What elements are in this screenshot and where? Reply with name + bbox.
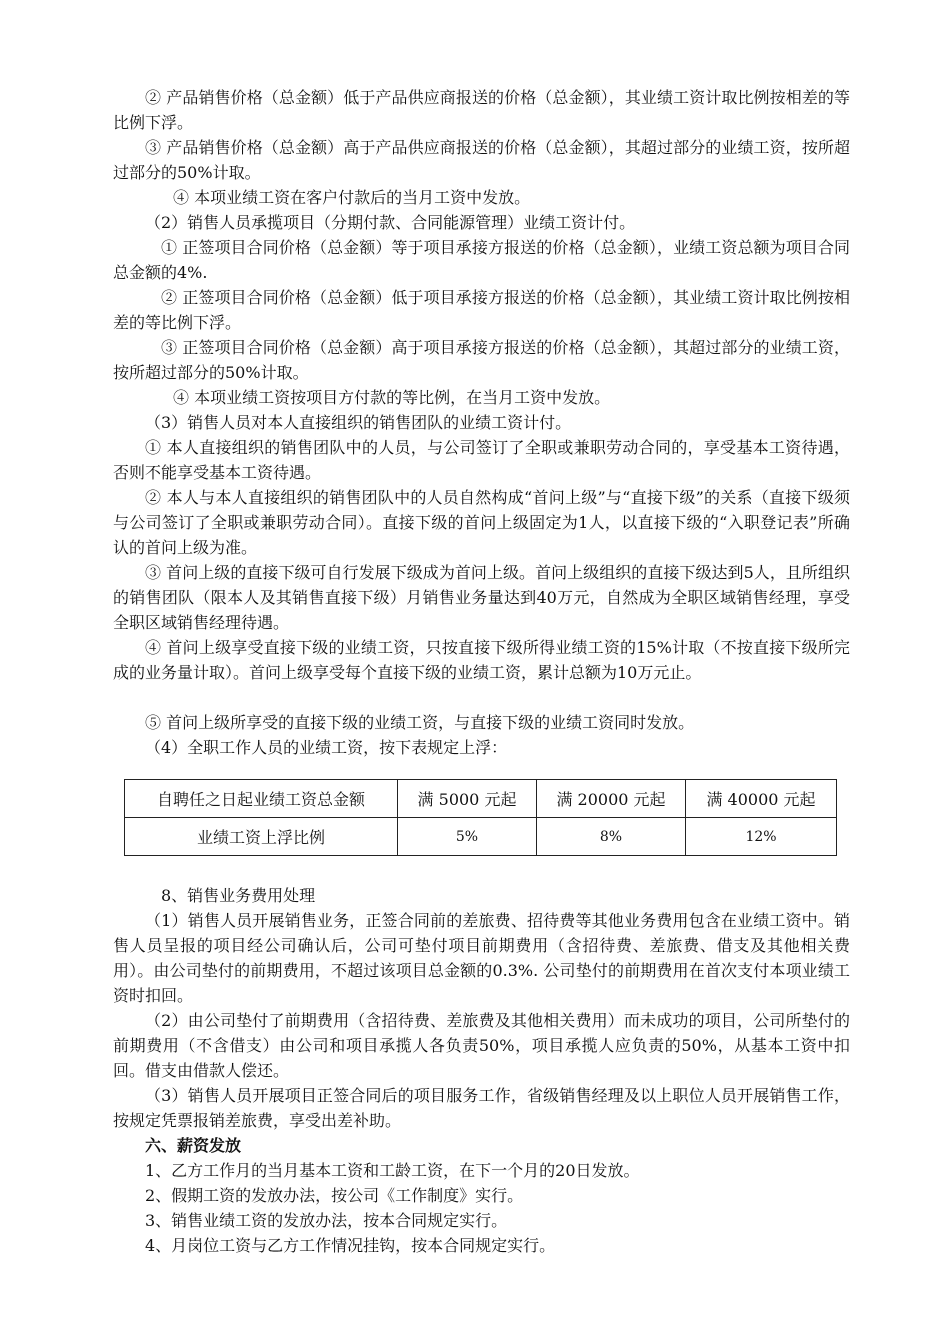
table-cell: 满 40000 元起 xyxy=(686,780,837,818)
paragraph: （4）全职工作人员的业绩工资，按下表规定上浮： xyxy=(145,738,508,757)
paragraph: ③ 产品销售价格（总金额）高于产品供应商报送的价格（总金额），其超过部分的业绩工资，按所超过部分的50%计取。 xyxy=(113,138,850,182)
table-row xyxy=(125,818,837,856)
paragraph: 3、销售业绩工资的发放办法，按本合同规定实行。 xyxy=(145,1211,508,1230)
table-cell: 5% xyxy=(398,818,537,856)
table-cell: 业绩工资上浮比例 xyxy=(125,818,398,856)
paragraph: ③ 首问上级的直接下级可自行发展下级成为首问上级。首问上级组织的直接下级达到5人，且所组织的销售团队（限本人及其销售直接下级）月销售业务量达到40万元，自然成为全职区域销售经理，享受全职区域销售经理待遇。 xyxy=(113,563,850,632)
paragraph: ④ 本项业绩工资按项目方付款的等比例，在当月工资中发放。 xyxy=(173,388,611,407)
paragraph: ② 本人与本人直接组织的销售团队中的人员自然构成“首问上级”与“直接下级”的关系（直接下级须与公司签订了全职或兼职劳动合同）。直接下级的首问上级固定为1人，以直接下级的“入职登记表”所确认的首问上级为准。 xyxy=(113,488,850,557)
paragraph: 2、假期工资的发放办法，按公司《工作制度》实行。 xyxy=(145,1186,524,1205)
paragraph: （2）由公司垫付了前期费用（含招待费、差旅费及其他相关费用）而未成功的项目，公司所垫付的前期费用（不含借支）由公司和项目承揽人各负责50%，项目承揽人应负责的50%，从基本工资中扣回。借支由借款人偿还。 xyxy=(113,1011,850,1080)
paragraph: （2）销售人员承揽项目（分期付款、合同能源管理）业绩工资计付。 xyxy=(145,213,636,232)
section-heading: 六、薪资发放 xyxy=(145,1136,242,1155)
paragraph: ③ 正签项目合同价格（总金额）高于项目承接方报送的价格（总金额），其超过部分的业绩工资，按所超过部分的50%计取。 xyxy=(113,338,850,382)
paragraph: ⑤ 首问上级所享受的直接下级的业绩工资，与直接下级的业绩工资同时发放。 xyxy=(145,713,695,732)
paragraph: ④ 本项业绩工资在客户付款后的当月工资中发放。 xyxy=(173,188,531,207)
section-heading: 8、销售业务费用处理 xyxy=(161,886,316,905)
paragraph: ② 产品销售价格（总金额）低于产品供应商报送的价格（总金额），其业绩工资计取比例按相差的等比例下浮。 xyxy=(113,88,850,132)
paragraph: ② 正签项目合同价格（总金额）低于项目承接方报送的价格（总金额），其业绩工资计取比例按相差的等比例下浮。 xyxy=(113,288,850,332)
table-cell: 自聘任之日起业绩工资总金额 xyxy=(125,780,398,818)
table-cell: 满 20000 元起 xyxy=(537,780,686,818)
bonus-rate-table xyxy=(124,779,837,856)
paragraph: （3）销售人员开展项目正签合同后的项目服务工作，省级销售经理及以上职位人员开展销售工作，按规定凭票报销差旅费，享受出差补助。 xyxy=(113,1086,850,1130)
paragraph: 4、月岗位工资与乙方工作情况挂钩，按本合同规定实行。 xyxy=(145,1236,556,1255)
paragraph: ① 正签项目合同价格（总金额）等于项目承接方报送的价格（总金额），业绩工资总额为项目合同总金额的4%. xyxy=(113,238,850,282)
paragraph: 1、乙方工作月的当月基本工资和工龄工资，在下一个月的20日发放。 xyxy=(145,1161,640,1180)
table-cell: 满 5000 元起 xyxy=(398,780,537,818)
table-cell: 8% xyxy=(537,818,686,856)
paragraph: （1）销售人员开展销售业务，正签合同前的差旅费、招待费等其他业务费用包含在业绩工资中。销售人员呈报的项目经公司确认后，公司可垫付项目前期费用（含招待费、差旅费、借支及其他相关费用）。由公司垫付的前期费用，不超过该项目总金额的0.3%. 公司垫付的前期费用在首次支付本项业绩工资时扣回。 xyxy=(113,911,850,1005)
table-row xyxy=(125,780,837,818)
paragraph: ④ 首问上级享受直接下级的业绩工资，只按直接下级所得业绩工资的15%计取（不按直接下级所完成的业务量计取）。首问上级享受每个直接下级的业绩工资，累计总额为10万元止。 xyxy=(113,638,850,682)
table-cell: 12% xyxy=(686,818,837,856)
paragraph: ① 本人直接组织的销售团队中的人员，与公司签订了全职或兼职劳动合同的，享受基本工资待遇，否则不能享受基本工资待遇。 xyxy=(113,438,850,482)
paragraph: （3）销售人员对本人直接组织的销售团队的业绩工资计付。 xyxy=(145,413,572,432)
